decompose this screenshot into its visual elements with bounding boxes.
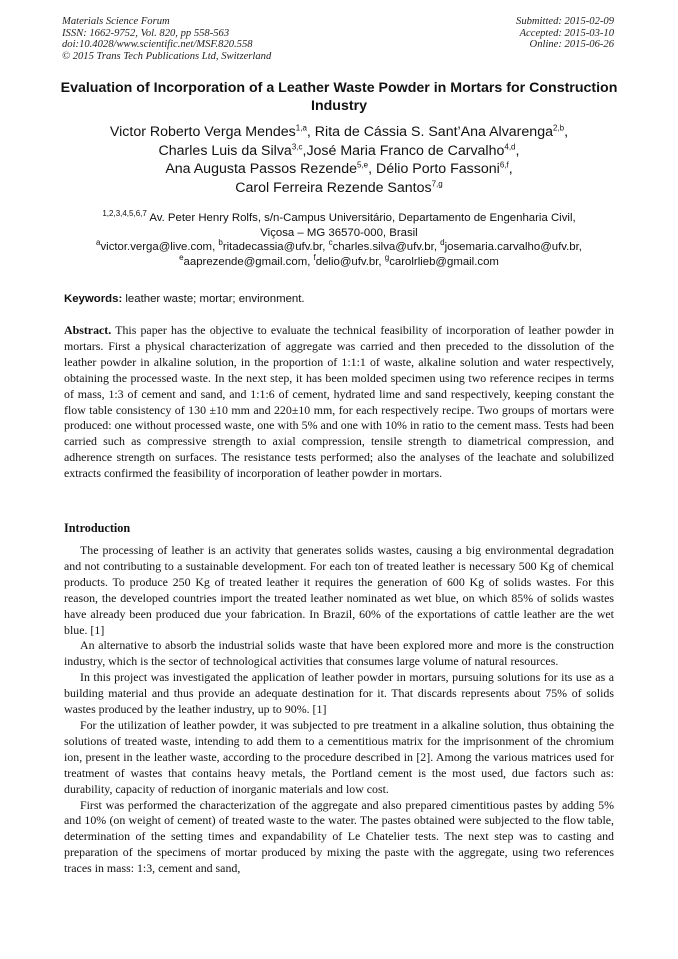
email-superscript: e (179, 252, 184, 262)
author-email[interactable]: victor.verga@live.com (100, 241, 213, 254)
author-superscript: 1,a (295, 123, 307, 133)
author-name: Victor Roberto Verga Mendes (109, 124, 296, 140)
affiliation-address: Av. Peter Henry Rolfs, s/n-Campus Universitário, Departamento de Engenharia Civil, (146, 212, 576, 224)
author-superscript: 7,g (431, 179, 443, 189)
affiliation-city: Viçosa – MG 36570-000, Brasil (260, 226, 418, 239)
introduction-heading: Introduction (64, 521, 131, 535)
author-name: Carol Ferreira Rezende Santos (235, 179, 432, 196)
paragraph: An alternative to absorb the industrial solids waste that have been explored more and more is the construction industry, which is the sector of technological activities that consumes large volume of natural resources. (64, 638, 614, 669)
journal-info (62, 16, 271, 62)
affiliation-block: $^{1,2,3,4,5,6,7}$ Av. Peter Henry Rolfs, s/n-Campus Universitário, Departamento de Engenharia Civil, Viçosa – MG 36570-000, Brasil $^a$victor.verga@live.com, $^b$ritadecassia@ufv.br, $^c$charles.silva@ufv.br, $^d$josemaria.carvalho@ufv.br, $^e$aaprezende@gmail.com, $^f$delio@ufv.br, $^g$carolrlieb@gmail.com (96, 209, 582, 268)
author-email[interactable]: aaprezende@gmail.com (183, 255, 308, 268)
author-superscript: 5,e (356, 160, 369, 170)
author-name: José Maria Franco de Carvalho (306, 142, 505, 159)
online-date: Online: 2015-06-26 (529, 39, 614, 51)
abstract-text: This paper has the objective to evaluate the technical feasibility of incorporation of leather powder in mortars. First a physical characterization of aggregate was carried and then preceded to the dissolution of the leather powder in alkaline solution, in the proportion of 1:1:1 of waste, alkaline solution and water respectively, obtaining the processed waste. In the next step, it has been molded specimen using two reference recipes in terms of mass, 1:3 of cement and sand, and 1:1:6 of cement, hydrated lime and sand respectively, keeping constant the flow table consistency of 130 ±10 mm and 220±10 mm, for each respectively recipe. Two groups of mortars were produced: one without processed waste, one with 5% and one with 10% in ratio to the cement mass. Tests had been carried such as compressive strength to axial compression, tensile strength to diametrical compression, and adherence strength on surfaces. The resistance tests performed; also the analyses of the leachate and solubilized extracts confirmed the feasibility of incorporation of leather powder in mortars. (64, 323, 614, 481)
affiliation-superscript: 1,2,3,4,5,6,7 (102, 209, 147, 219)
author-name: Rita de Cássia S. Sant’Ana Alvarenga (314, 124, 553, 140)
author-name: Charles Luis da Silva (158, 142, 292, 159)
copyright-line: © 2015 Trans Tech Publications Ltd, Switzerland (62, 50, 272, 62)
paper-title: Evaluation of Incorporation of a Leather Waste Powder in Mortars for Construction Industry (60, 80, 618, 114)
author-email[interactable]: ritadecassia@ufv.br (222, 241, 323, 254)
author-superscript: 6,f (499, 160, 509, 170)
publication-dates (516, 16, 614, 51)
paragraph: In this project was investigated the application of leather powder in mortars, pursuing solutions for its use as a building material and thus provide an adequate destination for it. That discards represents about 75% of solids wastes produced by the leather industry, up to 90%. [1] (64, 670, 614, 717)
doi-line: doi:10.4028/www.scientific.net/MSF.820.558 (62, 39, 253, 51)
author-email[interactable]: carolrlieb@gmail.com (389, 255, 499, 268)
keywords-text: leather waste; mortar; environment. (122, 293, 305, 305)
email-superscript: a (96, 238, 101, 248)
email-superscript: c (328, 238, 333, 248)
introduction-body (64, 543, 614, 877)
journal-name: Materials Science Forum (62, 16, 170, 27)
author-email[interactable]: delio@ufv.br (315, 255, 379, 268)
author-superscript: 2,b (552, 123, 565, 133)
author-superscript: 3,c (291, 141, 303, 151)
paragraph: First was performed the characterization of the aggregate and also prepared cimentitious pastes by adding 5% and 10% (on weight of cement) of treated waste to the water. The pastes obtained were subjected to the flow table, determination of the setting times and expandability of Le Chatelier tests. The next step was to casting and preparation of the specimens of mortar produced by mixing the paste with the aggregate, using two references traces in mass: 1:3, cement and sand, (64, 797, 614, 876)
email-superscript: d (440, 238, 445, 248)
author-email[interactable]: charles.silva@ufv.br (332, 241, 434, 254)
abstract-label: Abstract. (64, 323, 112, 337)
author-email[interactable]: josemaria.carvalho@ufv.br (444, 241, 579, 254)
paragraph: The processing of leather is an activity that generates solids wastes, causing a big environmental degradation and not contributing to a sustainable development. For each ton of treated leather is necessary 500 Kg of chemical products. To produce 250 Kg of treated leather it requires the generation of 600 Kg of solids wastes. For this reason, the developed countries import the treated leather nominated as wet blue, on which 85% of solids wastes have already been produced due your fabrication. In Brazil, 60% of the exportations of cattle leather are the wet blue. [1] (64, 543, 614, 637)
accepted-date: Accepted: 2015-03-10 (519, 27, 614, 39)
author-superscript: 4,d (504, 141, 516, 151)
author-name: Ana Augusta Passos Rezende (165, 161, 357, 178)
author-list: Victor Roberto Verga Mendes$^{1,a}$, Rita de Cássia S. Sant’Ana Alvarenga$^{2,b}$, Charles Luis da Silva$^{3,c}$,José Maria Franco de Carvalho$^{4,d}$, Ana Augusta Passos Rezende$^{5,e}$, Délio Porto Fassoni$^{6,f}$, Carol Ferreira Rezende Santos$^{7,g}$ (109, 123, 569, 196)
submitted-date: Submitted: 2015-02-09 (516, 16, 614, 27)
author-name: Délio Porto Fassoni (376, 161, 500, 178)
keywords-label: Keywords: (64, 293, 123, 305)
paragraph: For the utilization of leather powder, it was subjected to pre treatment in a alkaline solution, thus obtaining the solutions of treated waste, intending to add them to a cementitious matrix for the imprisonment of the chromium ion, present in the leather waste, according to the procedure described in [2]. Among the various matrices used for treatment of wastes that contains heavy metals, the Portland cement is the most used, due factors such as: durability, capacity of reduction of inorganic materials and low cost. (64, 717, 614, 796)
email-superscript: b (218, 238, 223, 248)
abstract (64, 323, 614, 482)
email-superscript: f (313, 252, 316, 262)
email-superscript: g (384, 252, 390, 262)
keywords (64, 292, 620, 306)
issn-line: ISSN: 1662-9752, Vol. 820, pp 558-563 (62, 27, 230, 39)
